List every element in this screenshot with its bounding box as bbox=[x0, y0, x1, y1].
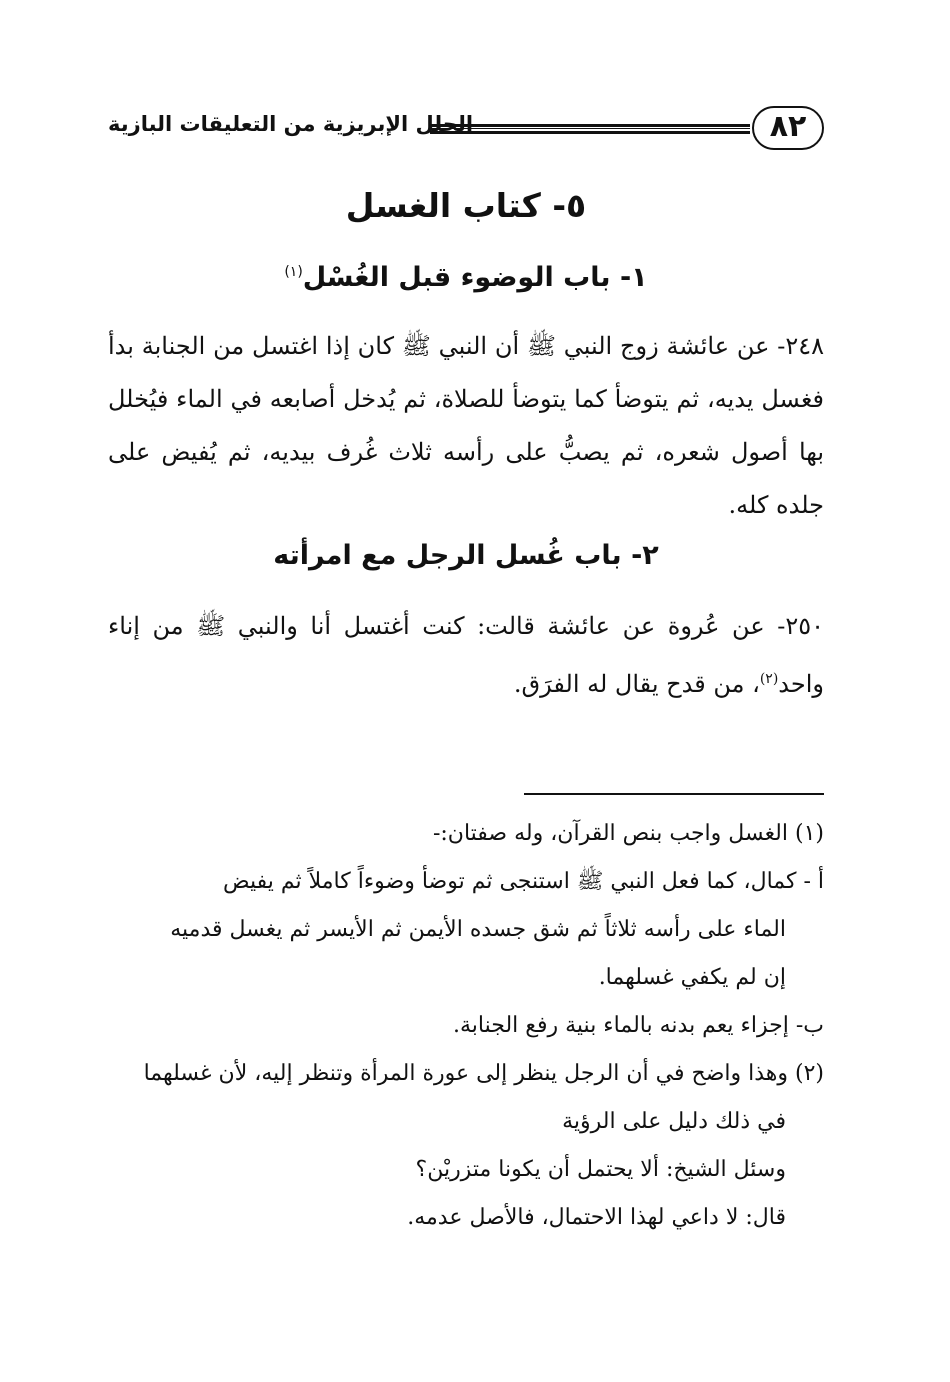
footnotes bbox=[108, 810, 824, 1242]
footnote-1-item-b: ب- إجزاء يعم بدنه بالماء بنية رفع الجنابة. bbox=[453, 1013, 824, 1038]
header-rule bbox=[430, 124, 750, 134]
hadith-250-text-end: ، من قدح يقال له الفرَق. bbox=[513, 670, 760, 698]
book-title: ٥- كتاب الغسل bbox=[345, 186, 587, 225]
footnote-1-item-a: أ - كمال، كما فعل النبي ﷺ استنجى ثم توضأ وضوءاً كاملاً ثم يفيض bbox=[223, 869, 824, 894]
page-number: ٨٢ bbox=[752, 106, 824, 150]
footnote-ref-1: (١) bbox=[284, 264, 303, 280]
chapter-title-1 bbox=[108, 262, 824, 293]
footnote-2-answer: قال: لا داعي لهذا الاحتمال، فالأصل عدمه. bbox=[407, 1205, 786, 1230]
hadith-250-text: ٢٥٠- عن عُروة عن عائشة قالت: كنت أغتسل أنا والنبي ﷺ من إناء واحد bbox=[108, 612, 824, 698]
hadith-250 bbox=[108, 600, 824, 711]
footnote-2-heading: (٢) وهذا واضح في أن الرجل ينظر إلى عورة المرأة وتنظر إليه، لأن غسلهما bbox=[143, 1061, 824, 1086]
footnote-1-item-a-end: إن لم يكفي غسلهما. bbox=[598, 965, 786, 990]
footnote-ref-2: (٢) bbox=[759, 671, 779, 687]
running-title: الحلل الإبريزية من التعليقات البازية bbox=[108, 112, 474, 136]
footnote-2-question: وسئل الشيخ: ألا يحتمل أن يكونا متزريْن؟ bbox=[415, 1157, 786, 1182]
footnote-2-cont: في ذلك دليل على الرؤية bbox=[562, 1109, 786, 1134]
page-header bbox=[108, 104, 824, 156]
footnote-separator bbox=[524, 793, 824, 795]
footnote-1-item-a-cont: الماء على رأسه ثلاثاً ثم شق جسده الأيمن ثم الأيسر ثم يغسل قدميه bbox=[170, 917, 786, 942]
chapter-title-2: ٢- باب غُسل الرجل مع امرأته bbox=[273, 540, 659, 571]
chapter-title-1-text: ١- باب الوضوء قبل الغُسْل bbox=[302, 262, 648, 293]
hadith-248: ٢٤٨- عن عائشة زوج النبي ﷺ أن النبي ﷺ كان إذا اغتسل من الجنابة بدأ فغسل يديه، ثم يتوضأ كما يتوضأ للصلاة، ثم يُدخل أصابعه في الماء فيُخلل بها أصول شعره، ثم يصبُّ على رأسه ثلاث غُرف بيديه، ثم يُفيض على جلده كله. bbox=[108, 332, 824, 519]
footnote-1-heading: (١) الغسل واجب بنص القرآن، وله صفتان:- bbox=[432, 821, 824, 846]
